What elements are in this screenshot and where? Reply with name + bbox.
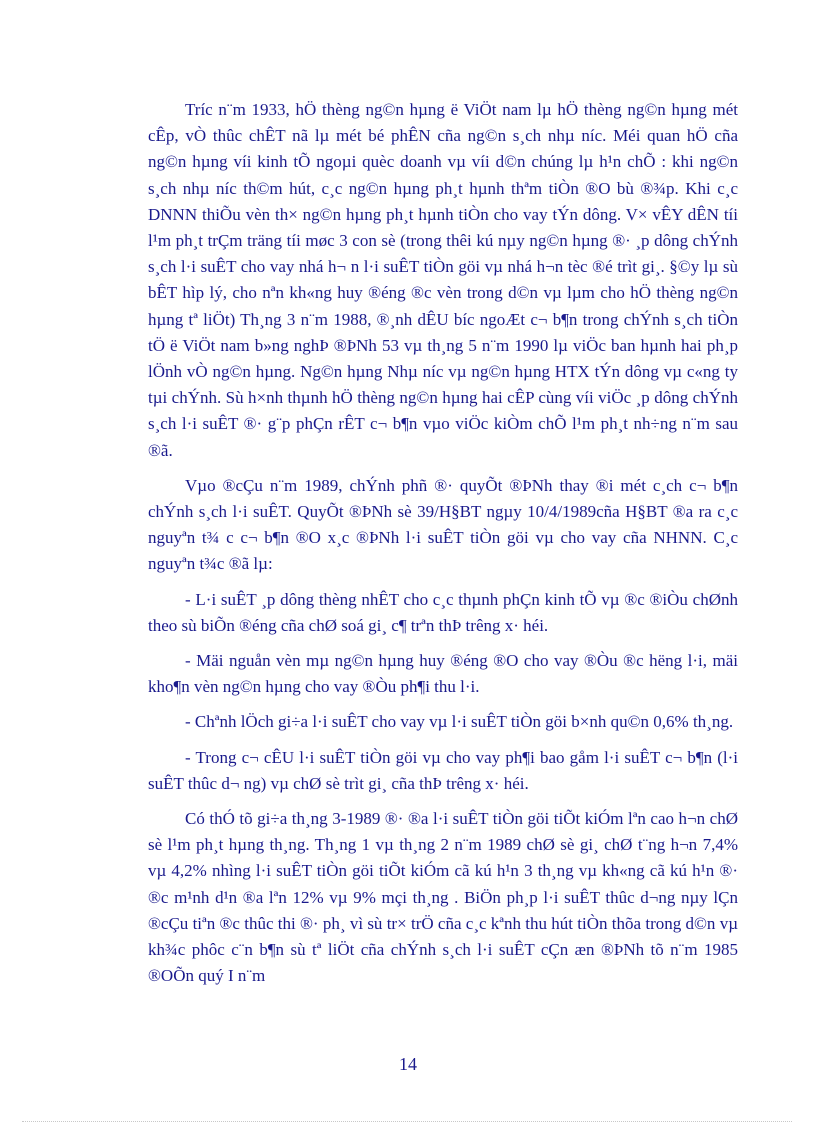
body-text bbox=[148, 97, 738, 999]
paragraph: Tríc n¨m 1933, hÖ thèng ng©n hµng ë ViÖt nam lµ hÖ thèng ng©n hµng mét cÊp, vÒ thûc chÊT nã lµ mét bé phÊN cña ng©n s¸ch nhµ níc. Méi quan hÖ cña ng©n hµng víi kinh tÕ ngoµi quèc doanh vµ víi d©n chúng lµ h¹n chÕ : khi ng©n s¸ch nhµ níc th©m hút, c¸c ng©n hµng ph¸t hµnh thªm tiÒn ®O bù ®¾p. Khi c¸c DNNN thiÕu vèn th× ng©n hµng ph¸t hµnh tiÒn cho vay tÝn dông. V× vÊY dÊN tíi l¹m ph¸t trÇm träng tíi møc 3 con sè (trong thêi kú nµy ng©n hµng ®· ¸p dông chÝnh s¸ch l·i suÊT cho vay nhá h¬ n l·i suÊT tiÒn göi vµ nhá h¬n tèc ®é trìt gi¸. §©y lµ sù bÊT hìp lý, cho nªn kh«ng huy ®éng ®c vèn trong d©n vµ lµm cho hÖ thèng ng©n hµng tª liÖt) Th¸ng 3 n¨m 1988, ®¸nh dÊU bíc ngoÆt c¬ b¶n trong chÝnh s¸ch tiÒn tÖ ë ViÖt nam b»ng nghÞ ®ÞNh 53 vµ th¸ng 5 n¨m 1990 lµ viÖc ban hµnh hai ph¸p lÖnh vÒ ng©n hµng. Ng©n hµng Nhµ níc vµ ng©n hµng HTX tÝn dông vµ c«ng ty tµi chÝnh. Sù h×nh thµnh hÖ thèng ng©n hµng hai cÊP cùng víi viÖc ¸p dông chÝnh s¸ch l·i suÊT ®· g¨p phÇn rÊT c¬ b¶n vµo viÖc kiÒm chÕ l¹m ph¸t nh÷ng n¨m sau ®ã. bbox=[148, 100, 738, 460]
paragraph: Vµo ®cÇu n¨m 1989, chÝnh phñ ®· quyÕt ®ÞNh thay ®i mét c¸ch c¬ b¶n chÝnh s¸ch l·i suÊT. QuyÕt ®ÞNh sè 39/H§BT ngµy 10/4/1989cña H§BT ®a ra c¸c nguyªn t¾ c c¬ b¶n ®O x¸c ®ÞNh l·i suÊT tiÒn göi vµ cho vay cña NHNN. C¸c nguyªn t¾c ®ã lµ: bbox=[148, 475, 738, 574]
page-bottom-border bbox=[22, 1121, 792, 1122]
list-item: - Chªnh lÖch gi÷a l·i suÊT cho vay vµ l·i suÊT tiÒn göi b×nh qu©n 0,6% th¸ng. bbox=[185, 712, 734, 732]
page-number: 14 bbox=[399, 1054, 417, 1074]
list-item: - Trong c¬ cÊU l·i suÊT tiÒn göi vµ cho vay ph¶i bao gåm l·i suÊT c¬ b¶n (l·i suÊT thûc d¬ ng) vµ chØ sè trìt gi¸ cña thÞ trêng x· héi. bbox=[148, 747, 738, 793]
list-item: - L·i suÊT ¸p dông thèng nhÊT cho c¸c thµnh phÇn kinh tÕ vµ ®c ®iÒu chØnh theo sù biÕn ®éng cña chØ soá gi¸ c¶ trªn thÞ trêng x· héi. bbox=[148, 589, 738, 635]
paragraph: Có thÓ tõ gi÷a th¸ng 3-1989 ®· ®a l·i suÊT tiÒn göi tiÕt kiÓm lªn cao h¬n chØ sè l¹m ph¸t hµng th¸ng. Th¸ng 1 vµ th¸ng 2 n¨m 1989 chØ sè gi¸ chØ t¨ng h¬n 7,4% vµ 4,2% nhìng l·i suÊT tiÒn göi tiÕt kiÓm cã kú h¹n 3 th¸ng vµ kh«ng cã kú h¹n ®· ®c m¹nh d¹n ®a lªn 12% vµ 9% mçi th¸ng . BiÖn ph¸p l·i suÊT thûc d¬ng nµy lÇn ®cÇu tiªn ®c thûc thi ®· ph¸ vì sù tr× trÖ cña c¸c kªnh thu hút tiÒn thõa trong d©n vµ kh¾c phôc c¨n b¶n sù tª liÖt cña chÝnh s¸ch l·i suÊT cÇn æn ®ÞNh tõ n¨m 1985 ®OÕn quý I n¨m bbox=[148, 809, 738, 986]
list-item: - Mäi nguån vèn mµ ng©n hµng huy ®éng ®O cho vay ®Òu ®c hëng l·i, mäi kho¶n vèn ng©n hµng cho vay ®Òu ph¶i thu l·i. bbox=[148, 651, 738, 697]
